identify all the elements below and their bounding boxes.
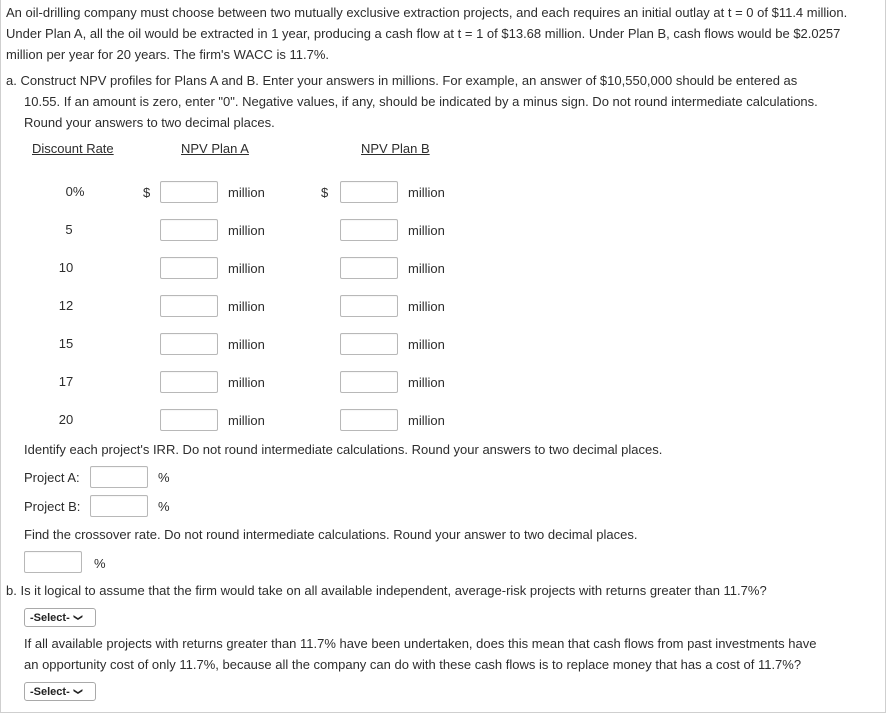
irr-project-a-input[interactable] xyxy=(90,466,148,488)
npv-plan-b-input-5[interactable] xyxy=(340,219,398,241)
unit-label: million xyxy=(228,299,265,314)
part-a-line-3: Round your answers to two decimal places. xyxy=(24,115,275,130)
chevron-down-icon: ❯ xyxy=(73,687,84,696)
npv-plan-a-input-0[interactable] xyxy=(160,181,218,203)
select-value: -Select- xyxy=(30,612,70,624)
question-2-line-1: If all available projects with returns greater than 11.7% have been undertaken, does this mean that cash flows from past investments have xyxy=(24,636,817,651)
npv-plan-b-input-17[interactable] xyxy=(340,371,398,393)
rate-cell: 17 xyxy=(58,374,74,389)
rate-cell: 5 xyxy=(65,222,73,237)
percent-unit: % xyxy=(94,556,106,571)
project-a-label: Project A: xyxy=(24,470,80,485)
unit-label: million xyxy=(228,261,265,276)
npv-plan-a-input-12[interactable] xyxy=(160,295,218,317)
percent-unit: % xyxy=(158,470,170,485)
unit-label: million xyxy=(408,337,445,352)
npv-plan-a-input-15[interactable] xyxy=(160,333,218,355)
crossover-prompt: Find the crossover rate. Do not round intermediate calculations. Round your answer to two decimal places. xyxy=(24,527,638,542)
rate-cell: 12 xyxy=(58,298,74,313)
question-2-line-2: an opportunity cost of only 11.7%, because all the company can do with these cash flows is to replace money that has a cost of 11.7%? xyxy=(24,657,802,672)
header-npv-plan-b: NPV Plan B xyxy=(361,141,430,156)
clipped-next-line xyxy=(24,709,864,713)
unit-label: million xyxy=(408,413,445,428)
percent-unit: % xyxy=(158,499,170,514)
npv-plan-a-input-17[interactable] xyxy=(160,371,218,393)
npv-plan-b-input-0[interactable] xyxy=(340,181,398,203)
npv-plan-b-input-20[interactable] xyxy=(340,409,398,431)
problem-intro: An oil-drilling company must choose between two mutually exclusive extraction projects, and each requires an initial outlay at t = 0 of $11.4 million. Under Plan A, all the oil would be extracted in 1 year, producing a cash flow at t = 1 of $13.68 million. Under Plan B, cash flows would be $2.0257 million per year for 20 years. The firm's WACC is 11.7%. xyxy=(6,5,848,62)
unit-label: million xyxy=(228,375,265,390)
header-discount-rate: Discount Rate xyxy=(32,141,114,156)
unit-label: million xyxy=(228,413,265,428)
npv-plan-b-input-10[interactable] xyxy=(340,257,398,279)
part-a-line-2: 10.55. If an amount is zero, enter "0". Negative values, if any, should be indicated by a minus sign. Do not round intermediate calculations. xyxy=(24,94,818,109)
rate-cell: 15 xyxy=(58,336,74,351)
unit-label: million xyxy=(228,223,265,238)
npv-plan-a-input-10[interactable] xyxy=(160,257,218,279)
unit-label: million xyxy=(408,299,445,314)
crossover-rate-input[interactable] xyxy=(24,551,82,573)
currency-symbol-a: $ xyxy=(143,185,151,200)
unit-label: million xyxy=(408,185,445,200)
unit-label: million xyxy=(408,223,445,238)
part-b-question-1: b. Is it logical to assume that the firm would take on all available independent, average-risk projects with returns greater than 11.7%? xyxy=(6,583,767,598)
npv-plan-a-input-5[interactable] xyxy=(160,219,218,241)
chevron-down-icon: ❯ xyxy=(73,613,84,622)
irr-project-b-input[interactable] xyxy=(90,495,148,517)
header-npv-plan-a: NPV Plan A xyxy=(181,141,249,156)
select-dropdown-1[interactable] xyxy=(24,608,96,627)
unit-label: million xyxy=(408,375,445,390)
rate-cell: 0% xyxy=(65,184,85,199)
unit-label: million xyxy=(228,185,265,200)
npv-plan-b-input-15[interactable] xyxy=(340,333,398,355)
part-a-instructions xyxy=(6,70,878,133)
currency-symbol-b: $ xyxy=(321,185,329,200)
npv-plan-a-input-20[interactable] xyxy=(160,409,218,431)
select-dropdown-2[interactable] xyxy=(24,682,96,701)
unit-label: million xyxy=(228,337,265,352)
rate-cell: 10 xyxy=(58,260,74,275)
rate-cell: 20 xyxy=(58,412,74,427)
part-b-question-2 xyxy=(24,633,880,675)
unit-label: million xyxy=(408,261,445,276)
select-value: -Select- xyxy=(30,686,70,698)
irr-prompt: Identify each project's IRR. Do not round intermediate calculations. Round your answers to two decimal places. xyxy=(24,442,663,457)
npv-plan-b-input-12[interactable] xyxy=(340,295,398,317)
project-b-label: Project B: xyxy=(24,499,81,514)
part-a-line-1: a. Construct NPV profiles for Plans A and B. Enter your answers in millions. For example, an answer of $10,550,000 should be entered as xyxy=(6,73,798,88)
